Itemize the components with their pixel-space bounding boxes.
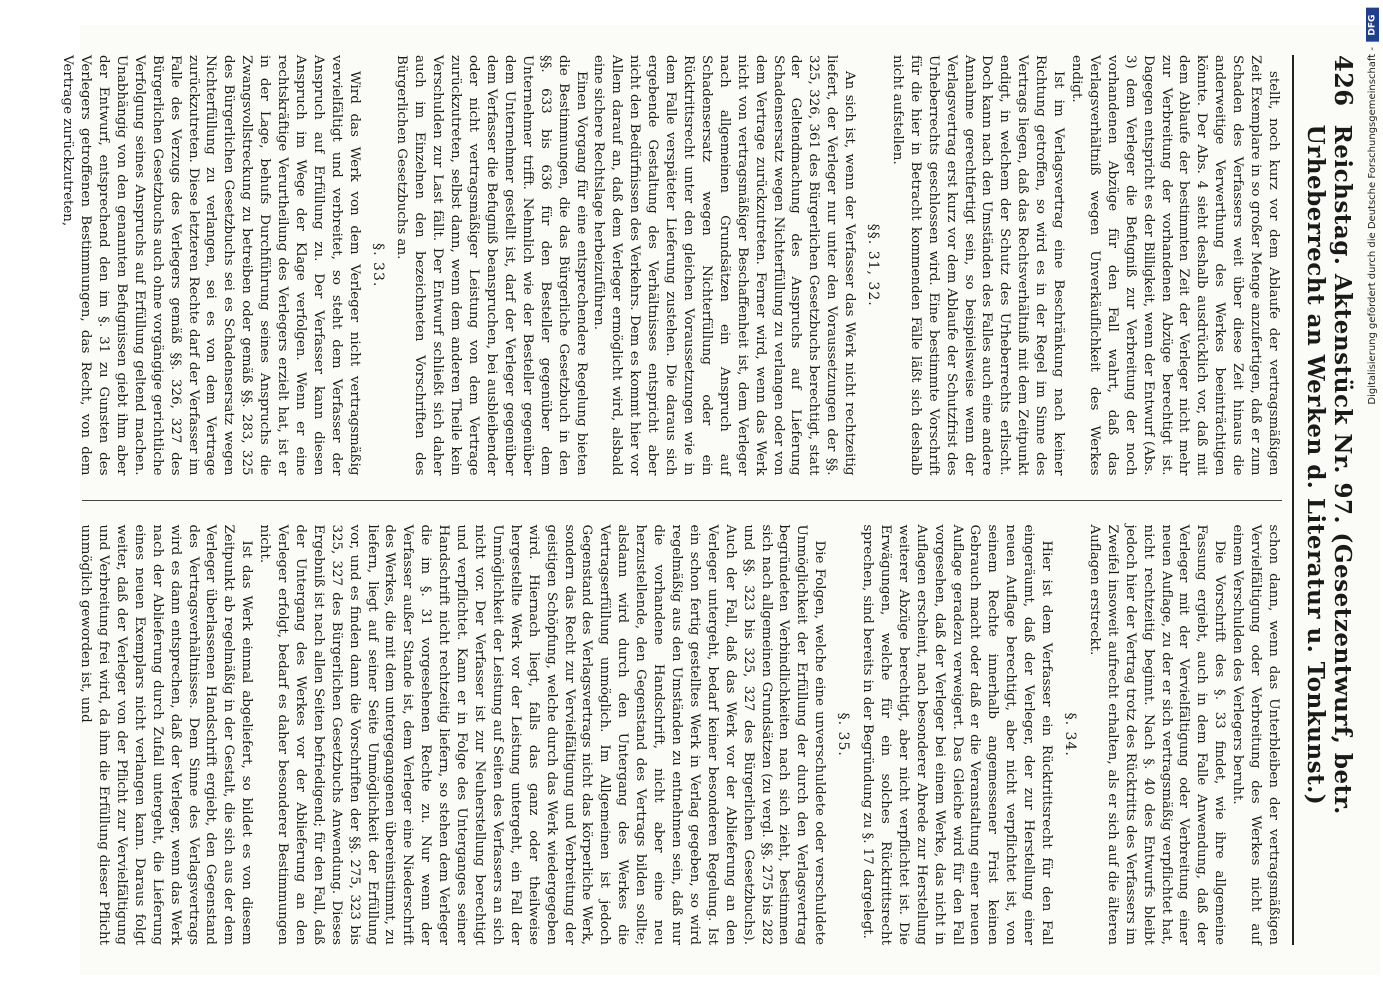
digitization-text: Digitalisierung gefördert durch die Deutsche Forschungsgemeinschaft - (1367, 47, 1378, 405)
section-heading: §§. 31, 32. (865, 223, 882, 307)
paragraph: Hier ist dem Verfasser ein Rücktrittsrecht für den Fall eingeräumt, daß der Verleger, der zur Herstellung einer neuen Auflage berechtigt, aber nicht verpflichtet ist, von seinem Rechte innerhalb angemessener Frist keinen Gebrauch macht oder daß er die Veranstaltung einer neuen Auflage geradezu verweigert. Das Gleiche wird für den Fall vorgesehen, daß der Verleger bei einem Werke, das nicht in Auflagen erscheint, nach besonderer Abrede zur Herstellung weiterer Abzüge berechtigt, aber nicht verpflichtet ist. Die Erwägungen, welche für ein solches Rücktrittsrecht sprechen, sind bereits in der Begründung zu §. 17 dargelegt. (860, 524, 1055, 945)
dfg-logo-text: DFG (1367, 14, 1378, 36)
page-number: 426 (1329, 55, 1358, 107)
paragraph: Ist im Verlagsvertrag eine Beschränkung nach keiner Richtung getroffen, so wird es in der Regel im Sinne des Vertrags liegen, daß das Rechtsverhältniß mit dem Zeitpunkt endigt, in welchem der Schutz des Urheberrechts erlischt. Doch kann nach den Umständen des Falles auch eine andere Annahme gerechtfertigt sein, so beispielsweise wenn der Verlagsvertrag erst kurz vor dem Ablaufe der Schutzfrist des Urheberrechts geschlossen wird. Eine bestimmte Vorschrift für die hier in Betracht kommenden Fälle läßt sich deshalb nicht aufstellen. (889, 55, 1067, 476)
document-page (60, 25, 1380, 975)
right-column (78, 524, 1282, 946)
dfg-logo (1366, 8, 1379, 42)
paragraph: schon dann, wenn das Unterbleiben der vertragsmäßigen Vervielfältigung oder Verbreitung des Werkes nicht auf einem Verschulden des Verlegers beruht. (1230, 524, 1281, 945)
paragraph: Ist das Werk einmal abgeliefert, so bildet es von diesem Zeitpunkt ab regelmäßig in der Gestalt, die sich aus der dem Verleger überlassenen Handschrift ergiebt, den Gegenstand des Vertragsverhältnisses. Dem Sinne des Verlagsvertrags wird es dann entsprechen, daß der Verleger, wenn das Werk nach der Ablieferung durch Zufall untergeht, die Lieferung eines neuen Exemplars nicht verlangen kann. Daraus folgt weiter, daß der Verleger von der Pflicht zur Vervielfältigung und Verbreitung frei wird, da ihm die Erfüllung dieser Pflicht unmöglich geworden ist, und (78, 524, 255, 945)
page-title: Reichstag. Aktenstück Nr. 97. (Gesetzentwurf, betr. Urheberrecht an Werken d. Literatur u. Tonkunst.) (1302, 124, 1356, 815)
paragraph: Einen Vorgang für eine entsprechendere Regelung bieten die Bestimmungen, die das Bürgerliche Gesetzbuch in den §§. 633 bis 636 für den Besteller gegenüber dem Unternehmer trifft. Nehmlich wie der Besteller gegenüber dem Unternehmer gestellt ist, darf der Verleger gegenüber dem Verfasser die Befugniß beanspruchen, bei ausbleibender oder nicht vertragsmäßiger Leistung von dem Vertrage zurückzutreten, selbst dann, wenn dem anderen Theile kein Verschulden zur Last fällt. Der Entwurf schließt sich daher auch im Einzelnen den bezeichneten Vorschriften des Bürgerlichen Gesetzbuchs an. (394, 55, 589, 476)
left-column (60, 55, 1282, 476)
section-heading: §. 33. (369, 243, 386, 288)
digitization-note (1366, 8, 1379, 405)
text-columns (60, 55, 1282, 945)
section-heading: §. 34. (1062, 712, 1079, 757)
section-heading: §. 35. (835, 712, 852, 757)
column-divider (82, 500, 1282, 501)
paragraph: Die Vorschrift des §. 33 findet, wie ihre allgemeine Fassung ergiebt, auch in dem Falle Anwendung, daß der Verleger mit der Vervielfältigung oder Verbreitung einer neuen Auflage, zu der er sich vertragsmäßig verpflichtet hat, nicht rechtzeitig beginnt. Nach §. 40 des Entwurfs bleibt jedoch hier der Vertrag trotz des Rücktritts des Verfassers im Zweifel insoweit aufrecht erhalten, als er sich auf die älteren Auflagen erstreckt. (1086, 524, 1228, 945)
paragraph: An sich ist, wenn der Verfasser das Werk nicht rechtzeitig liefert, der Verleger nur unter den Voraussetzungen der §§. 325, 326, 361 des Bürgerlichen Gesetzbuchs berechtigt, statt der Geltendmachung des Anspruchs auf Lieferung Schadensersatz wegen Nichterfüllung zu verlangen oder von dem Vertrage zurückzutreten. Ferner wird, wenn das Werk nicht von vertragsmäßiger Beschaffenheit ist, dem Verleger nach allgemeinen Grundsätzen ein Anspruch auf Schadensersatz wegen Nichterfüllung oder ein Rücktrittsrecht unter den gleichen Voraussetzungen wie in dem Falle verspäteter Lieferung zustehen. Die daraus sich ergebende Gestaltung des Verhältnisses entspricht aber nicht den Bedürfnissen des Verkehrs. Dem es kommt hier vor Allem darauf an, daß dem Verleger ermöglicht wird, alsbald eine sichere Rechtslage herbeizuführen. (591, 55, 858, 476)
paragraph: stellt, noch kurz vor dem Ablaufe der vertragsmäßigen Zeit Exemplare in so großer Menge anzufertigen, daß er zum Schaden des Verfassers weit über diese Zeit hinaus die anderweitige Verwerthung des Werkes beeinträchtigen könnte. Der Abs. 4 sieht deshalb ausdrücklich vor, daß mit dem Ablaufe der bestimmten Zeit der Verleger nicht mehr zur Verbreitung der vorhandenen Abzüge berechtigt ist. Dagegen entspricht es der Billigkeit, wenn der Entwurf (Abs. 3) dem Verleger die Befugniß zur Verbreitung der noch vorhandenen Abzüge für den Fall wahrt, daß das Verlagsverhältniß wegen Unverkäuflichkeit des Werkes endigt. (1069, 55, 1281, 476)
paragraph: Die Folgen, welche eine unverschuldete oder verschuldete Unmöglichkeit der Erfüllung der durch den Verlagsvertrag begründeten Verbindlichkeiten nach sich zieht, bestimmen sich nach allgemeinen Grundsätzen (zu vergl. §§. 275 bis 282 und §§. 323 bis 325, 327 des Bürgerlichen Gesetzbuchs). Auch der Fall, daß das Werk vor der Ablieferung an den Verleger untergeht, bedarf keiner besonderen Regelung. Ist ein schon fertig gestelltes Werk in Verlag gegeben, so wird regelmäßig aus den Umständen zu entnehmen sein, daß nur die vorhandene Handschrift, nicht aber eine neu herzustellende, den Gegenstand des Vertrags bilden sollte; alsdann wird durch den Untergang des Werkes die Vertragserfüllung unmöglich. Im Allgemeinen ist jedoch Gegenstand des Verlagsvertrags nicht das körperliche Werk, sondern das Recht zur Vervielfältigung und Verbreitung der geistigen Schöpfung, welche durch das Werk wiedergegeben wird. Hiernach liegt, falls das ganz oder theilweise hergestellte Werk vor der Leistung untergeht, ein Fall der Unmöglichkeit der Leistung auf Seiten des Verfassers an sich nicht vor. Der Verfasser ist zur Neuherstellung berechtigt und verpflichtet. Kann er in Folge des Unterganges seiner Handschrift nicht rechtzeitig liefern, so stehen dem Verleger die im §. 31 vorgesehenen Rechte zu. Nur wenn der Verfasser außer Stande ist, dem Verleger eine Niederschrift des Werkes, die mit dem untergegangenen übereinstimmt, zu liefern, liegt auf seiner Seite Unmöglichkeit der Erfüllung vor, und es finden dann die Vorschriften der §§. 275, 323 bis 325, 327 des Bürgerlichen Gesetzbuchs Anwendung. Dieses Ergebniß ist nach allen Seiten befriedigend; für den Fall, daß der Untergang des Werkes vor der Ablieferung an den Verleger erfolgt, bedarf es daher besonderer Bestimmungen nicht. (257, 524, 828, 945)
paragraph: Wird das Werk von dem Verleger nicht vertragsmäßig vervielfältigt und verbreitet, so steht dem Verfasser der Anspruch auf Erfüllung zu. Der Verfasser kann diesen Anspruch im Wege der Klage verfolgen. Wenn er eine rechtskräftige Verurtheilung des Verlegers erzielt hat, ist er in der Lage, behufs Durchführung seines Anspruchs die Zwangsvollstreckung zu betreiben oder gemäß §§. 283, 325 des Bürgerlichen Gesetzbuchs sei es Schadensersatz wegen Nichterfüllung zu verlangen, sei es von dem Vertrage zurückzutreten. Diese letzteren Rechte darf der Verfasser im Falle des Verzugs des Verlegers gemäß §§. 326, 327 des Bürgerlichen Gesetzbuchs auch ohne vorgängige gerichtliche Verfolgung seines Anspruchs auf Erfüllung geltend machen. Unabhängig von den genannten Befugnissen giebt ihm aber der Entwurf, entsprechend den im §. 31 zu Gunsten des Verlegers getroffenen Bestimmungen, das Recht, von dem Vertrage zurückzutreten, (60, 55, 362, 476)
page-header (1292, 55, 1358, 945)
